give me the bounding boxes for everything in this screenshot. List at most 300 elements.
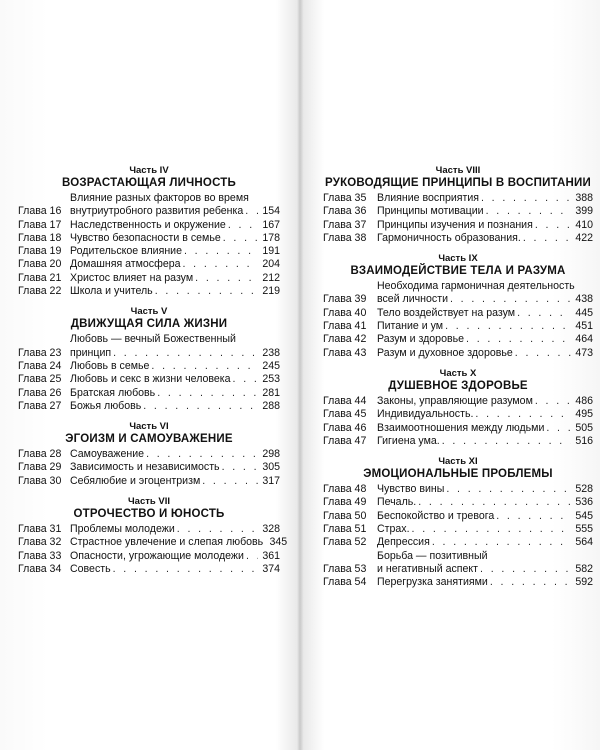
chapter-title (70, 360, 280, 373)
toc-entry (323, 510, 593, 523)
toc-part-section (323, 165, 593, 245)
chapter-title-last-line (377, 510, 593, 523)
dot-leader (515, 347, 571, 360)
toc-entry (18, 219, 280, 232)
dot-leader (245, 205, 258, 218)
chapter-title-last-line (377, 563, 593, 576)
chapter-title-line: Питание и ум (377, 320, 444, 333)
chapter-title-last-line (70, 536, 288, 549)
dot-leader (177, 523, 258, 536)
chapter-title (377, 523, 593, 536)
chapter-title (377, 333, 593, 346)
chapter-title (70, 232, 280, 245)
chapter-number: Глава 18 (18, 231, 62, 244)
part-number: Часть X (439, 367, 477, 379)
toc-entry (18, 563, 280, 576)
dot-leader (475, 408, 571, 421)
chapter-number: Глава 31 (18, 523, 62, 536)
chapter-title-last-line (70, 219, 280, 232)
chapter-number: Глава 17 (18, 218, 62, 231)
page-number: 422 (575, 231, 593, 244)
chapter-title-line: Законы, управляющие разумом (377, 394, 533, 407)
toc-entry (18, 272, 280, 285)
chapter-title (377, 408, 593, 421)
chapter-number: Глава 40 (323, 306, 367, 319)
page-number: 473 (575, 346, 593, 359)
part-number: Часть VI (129, 421, 169, 433)
chapter-title-last-line (70, 205, 280, 218)
page-number: 445 (575, 306, 593, 319)
part-number: Часть IV (129, 165, 169, 176)
chapter-title-line: Божья любовь (70, 399, 142, 412)
toc-entry (18, 258, 280, 271)
page-number: 495 (575, 408, 593, 421)
chapter-title-last-line (377, 192, 593, 205)
chapter-number: Глава 45 (323, 408, 367, 421)
chapter-title (377, 205, 593, 218)
chapter-number: Глава 53 (323, 562, 367, 575)
chapter-title-last-line (70, 258, 280, 271)
left-page (18, 165, 288, 584)
chapter-number: Глава 30 (18, 474, 62, 487)
chapter-number: Глава 52 (323, 536, 367, 549)
chapter-title-last-line (377, 347, 593, 360)
toc-part-section (323, 456, 593, 589)
chapter-title-last-line (377, 536, 593, 549)
toc-entry (18, 523, 280, 536)
part-title: ЭМОЦИОНАЛЬНЫЕ ПРОБЛЕМЫ (363, 468, 553, 481)
chapter-title (377, 192, 593, 205)
dot-leader (202, 475, 258, 488)
chapter-title-line: Индивидуальность. (377, 408, 474, 421)
chapter-number: Глава 16 (18, 205, 62, 218)
chapter-title-line: Влияние восприятия (377, 192, 479, 204)
dot-leader (113, 563, 258, 576)
dot-leader (480, 563, 571, 576)
part-title: ДУШЕВНОЕ ЗДОРОВЬЕ (388, 379, 528, 392)
toc-entry (323, 550, 593, 577)
toc-entry (18, 461, 280, 474)
page-number: 545 (575, 509, 593, 522)
page-number: 486 (575, 394, 593, 407)
part-title: ДВИЖУЩАЯ СИЛА ЖИЗНИ (70, 318, 228, 331)
page-number: 399 (575, 205, 593, 218)
chapter-number: Глава 29 (18, 461, 62, 474)
chapter-title-last-line (70, 475, 280, 488)
dot-leader (442, 435, 571, 448)
chapter-title-last-line (70, 272, 280, 285)
page-number: 212 (262, 271, 280, 284)
chapter-title (70, 461, 280, 474)
chapter-title (70, 475, 280, 488)
page-number: 298 (262, 448, 280, 461)
chapter-title (377, 550, 593, 577)
toc-entry (18, 285, 280, 298)
dot-leader (195, 272, 258, 285)
toc-entry (18, 536, 288, 549)
dot-leader (113, 347, 258, 360)
chapter-number: Глава 32 (18, 536, 62, 549)
chapter-title (377, 422, 593, 435)
page-number: 253 (262, 373, 280, 386)
page-number: 317 (262, 474, 280, 487)
toc-entry (18, 387, 280, 400)
chapter-title-line: Школа и учитель (70, 285, 153, 298)
page-number: 288 (262, 399, 280, 412)
chapter-title-line: Христос влияет на разум (70, 271, 194, 284)
chapter-title-line: Домашняя атмосфера (70, 258, 181, 271)
toc-entry (323, 192, 593, 205)
chapter-title-last-line (70, 285, 280, 298)
page-number: 178 (262, 231, 280, 244)
chapter-title-last-line (377, 422, 593, 435)
chapter-title-last-line (377, 320, 593, 333)
chapter-title-last-line (377, 232, 593, 245)
chapter-title-last-line (377, 576, 593, 589)
dot-leader (496, 510, 571, 523)
chapter-title-line: Любовь в семье (70, 359, 150, 372)
chapter-title (70, 192, 280, 219)
chapter-title-last-line (70, 461, 280, 474)
chapter-title (70, 448, 280, 461)
chapter-title-line: Чувство безопасности в семье (70, 231, 221, 244)
toc-entry (323, 205, 593, 218)
toc-entry (18, 400, 280, 413)
toc-entry (323, 280, 593, 307)
chapter-title-line: всей личности (377, 293, 448, 306)
chapter-title-last-line (377, 205, 593, 218)
page-number: 191 (262, 245, 280, 258)
chapter-title-last-line (70, 448, 280, 461)
chapter-title-last-line (70, 245, 280, 258)
toc-entry (323, 347, 593, 360)
chapter-title-last-line (70, 563, 280, 576)
dot-leader (486, 205, 571, 218)
chapter-title (70, 523, 280, 536)
page-number: 204 (262, 258, 280, 271)
chapter-title-line: Родительское влияние (70, 245, 182, 258)
toc-entry (323, 422, 593, 435)
chapter-title-last-line (70, 360, 280, 373)
chapter-number: Глава 36 (323, 205, 367, 218)
chapter-title-last-line (377, 435, 593, 448)
page-number: 305 (262, 461, 280, 474)
chapter-title (70, 550, 280, 563)
dot-leader (481, 192, 571, 205)
chapter-title-last-line (70, 387, 280, 400)
dot-leader (535, 219, 571, 232)
page-number: 438 (575, 293, 593, 306)
chapter-title (377, 307, 593, 320)
chapter-number: Глава 46 (323, 421, 367, 434)
toc-entry (323, 576, 593, 589)
chapter-title-line: Принципы изучения и познания (377, 218, 533, 231)
chapter-title-line: Гигиена ума. (377, 434, 440, 447)
chapter-title (70, 285, 280, 298)
dot-leader (183, 258, 259, 271)
dot-leader (445, 320, 571, 333)
dot-leader (146, 448, 258, 461)
toc-entry (323, 483, 593, 496)
page-number: 154 (262, 205, 280, 218)
chapter-title (377, 435, 593, 448)
chapter-title-line: Взаимоотношения между людьми (377, 421, 545, 434)
dot-leader (184, 245, 258, 258)
toc-entry (323, 320, 593, 333)
toc-entry (18, 550, 280, 563)
part-number: Часть IX (438, 253, 478, 265)
chapter-number: Глава 25 (18, 373, 62, 386)
part-number: Часть VIII (435, 165, 481, 176)
chapter-title (377, 280, 593, 307)
part-title: ВОЗРАСТАЮЩАЯ ЛИЧНОСТЬ (62, 177, 236, 189)
chapter-number: Глава 39 (323, 293, 367, 306)
toc-entry (323, 219, 593, 232)
chapter-title-line: Братская любовь (70, 386, 156, 399)
chapter-title-line: Проблемы молодежи (70, 523, 175, 536)
chapter-title-line: внутриутробного развития ребенка (70, 205, 244, 218)
chapter-title-last-line (377, 395, 593, 408)
dot-leader (412, 523, 571, 536)
toc-entry (18, 192, 280, 219)
chapter-title-last-line (70, 550, 280, 563)
page-number: 245 (262, 359, 280, 372)
toc-entry (18, 333, 280, 360)
chapter-title (70, 536, 288, 549)
chapter-number: Глава 27 (18, 399, 62, 412)
chapter-number: Глава 42 (323, 333, 367, 346)
page-number: 564 (575, 536, 593, 549)
part-number: Часть VII (128, 496, 170, 508)
chapter-title-last-line (377, 293, 593, 306)
page-number: 281 (262, 386, 280, 399)
chapter-title (70, 387, 280, 400)
chapter-title (70, 258, 280, 271)
chapter-title-line: Себялюбие и эгоцентризм (70, 474, 201, 487)
chapter-title-line: Страстное увлечение и слепая любовь (70, 536, 264, 549)
toc-entry (323, 536, 593, 549)
chapter-title (70, 272, 280, 285)
dot-leader (432, 536, 571, 549)
dot-leader (535, 395, 571, 408)
toc-entry (18, 360, 280, 373)
toc-part-section (323, 253, 593, 360)
chapter-number: Глава 38 (323, 231, 367, 244)
dot-leader (246, 550, 258, 563)
page-number: 167 (262, 218, 280, 231)
chapter-title (377, 232, 593, 245)
chapter-title-line: Беспокойство и тревога (377, 509, 495, 522)
chapter-title (70, 245, 280, 258)
chapter-title (377, 496, 593, 509)
dot-leader (222, 461, 258, 474)
part-title: ВЗАИМОДЕЙСТВИЕ ТЕЛА И РАЗУМА (350, 265, 566, 278)
chapter-title-last-line (70, 232, 280, 245)
chapter-title-line: Любовь и секс в жизни человека (70, 373, 231, 386)
chapter-title (377, 510, 593, 523)
toc-entry (323, 523, 593, 536)
chapter-title (377, 320, 593, 333)
chapter-title-line: Самоуважение (70, 448, 145, 461)
dot-leader (223, 232, 258, 245)
chapter-title (377, 536, 593, 549)
part-number: Часть XI (438, 456, 478, 468)
chapter-number: Глава 33 (18, 549, 62, 562)
page-number: 528 (575, 483, 593, 496)
dot-leader (228, 219, 258, 232)
chapter-number: Глава 23 (18, 346, 62, 359)
toc-entry (323, 408, 593, 421)
page-number: 451 (575, 320, 593, 333)
dot-leader (450, 293, 571, 306)
chapter-title (377, 395, 593, 408)
chapter-title-last-line (377, 408, 593, 421)
chapter-title-last-line (70, 347, 280, 360)
chapter-title (377, 347, 593, 360)
toc-entry (18, 232, 280, 245)
chapter-title-line: Влияние разных факторов во время (70, 192, 249, 204)
toc-part-section (18, 306, 280, 413)
dot-leader (523, 232, 571, 245)
toc-entry (323, 395, 593, 408)
chapter-title-last-line (377, 307, 593, 320)
toc-entry (323, 232, 593, 245)
toc-entry (323, 333, 593, 346)
page-number: 238 (262, 346, 280, 359)
part-title: РУКОВОДЯЩИЕ ПРИНЦИПЫ В ВОСПИТАНИИ (325, 177, 591, 189)
chapter-number: Глава 48 (323, 483, 367, 496)
page-number: 582 (575, 562, 593, 575)
chapter-number: Глава 22 (18, 285, 62, 298)
chapter-number: Глава 50 (323, 509, 367, 522)
right-page (323, 165, 593, 598)
chapter-title (377, 576, 593, 589)
chapter-title-last-line (377, 523, 593, 536)
dot-leader (418, 496, 571, 509)
dot-leader (446, 483, 571, 496)
chapter-title-line: Опасности, угрожающие молодежи (70, 549, 244, 562)
chapter-title (70, 219, 280, 232)
dot-leader (155, 285, 258, 298)
dot-leader (157, 387, 258, 400)
chapter-title (70, 333, 280, 360)
chapter-title-line: Депрессия (377, 536, 430, 549)
chapter-title-last-line (70, 373, 280, 386)
chapter-number: Глава 51 (323, 523, 367, 536)
chapter-title-line: Принципы мотивации (377, 205, 484, 218)
page-number: 536 (575, 496, 593, 509)
chapter-title-line: Совесть (70, 562, 111, 575)
page-number: 345 (269, 536, 288, 549)
chapter-number: Глава 41 (323, 320, 367, 333)
page-number: 328 (262, 523, 280, 536)
chapter-number: Глава 20 (18, 258, 62, 271)
chapter-title-line: Страх. (377, 523, 410, 536)
dot-leader (143, 400, 258, 413)
chapter-title (70, 400, 280, 413)
toc-part-section (18, 421, 280, 488)
chapter-title-last-line (377, 496, 593, 509)
dot-leader (546, 422, 571, 435)
chapter-title-line: Чувство вины (377, 483, 445, 496)
toc-entry (18, 245, 280, 258)
chapter-number: Глава 49 (323, 496, 367, 509)
dot-leader (151, 360, 258, 373)
chapter-title (70, 563, 280, 576)
page-number: 410 (575, 218, 593, 231)
dot-leader (466, 333, 571, 346)
chapter-title (377, 219, 593, 232)
chapter-title-line: Любовь — вечный Божественный (70, 333, 236, 346)
page-number: 361 (262, 549, 280, 562)
chapter-title-line: принцип (70, 346, 112, 359)
toc-entry (18, 448, 280, 461)
chapter-number: Глава 26 (18, 386, 62, 399)
toc-part-section (18, 496, 288, 576)
page-number: 388 (575, 192, 593, 204)
page-number: 374 (262, 562, 280, 575)
chapter-title (377, 483, 593, 496)
chapter-title-line: Гармоничность образования. (377, 231, 521, 244)
page-number: 219 (262, 285, 280, 298)
chapter-number: Глава 35 (323, 192, 367, 204)
chapter-title-line: Тело воздействует на разум (377, 306, 516, 319)
page-number: 464 (575, 333, 593, 346)
chapter-title-line: Разум и здоровье (377, 333, 465, 346)
chapter-number: Глава 19 (18, 245, 62, 258)
chapter-title-line: Печаль. (377, 496, 417, 509)
chapter-title-line: и негативный аспект (377, 562, 479, 575)
chapter-number: Глава 21 (18, 271, 62, 284)
chapter-number: Глава 24 (18, 359, 62, 372)
chapter-number: Глава 43 (323, 346, 367, 359)
chapter-title-line: Разум и духовное здоровье (377, 346, 513, 359)
chapter-title-last-line (70, 400, 280, 413)
chapter-number: Глава 54 (323, 576, 367, 589)
page-number: 555 (575, 523, 593, 536)
toc-entry (323, 435, 593, 448)
toc-entry (18, 373, 280, 386)
chapter-number: Глава 47 (323, 434, 367, 447)
toc-entry (323, 307, 593, 320)
chapter-title-last-line (377, 483, 593, 496)
chapter-number: Глава 34 (18, 562, 62, 575)
part-title: ОТРОЧЕСТВО И ЮНОСТЬ (73, 508, 225, 521)
toc-entry (18, 475, 280, 488)
part-number: Часть V (130, 306, 168, 318)
dot-leader (490, 576, 571, 589)
chapter-title-last-line (377, 219, 593, 232)
toc-part-section (18, 165, 280, 298)
toc-part-section (323, 368, 593, 448)
chapter-title-line: Перегрузка занятиями (377, 576, 488, 589)
chapter-number: Глава 44 (323, 394, 367, 407)
chapter-title-line: Борьба — позитивный (377, 549, 488, 562)
chapter-title-last-line (377, 333, 593, 346)
toc-entry (323, 496, 593, 509)
dot-leader (517, 307, 571, 320)
chapter-title-line: Необходима гармоничная деятельность (377, 280, 575, 293)
page-number: 516 (575, 434, 593, 447)
dot-leader (233, 373, 258, 386)
page-number: 505 (575, 421, 593, 434)
chapter-title (70, 373, 280, 386)
chapter-number: Глава 28 (18, 448, 62, 461)
chapter-title-last-line (70, 523, 280, 536)
chapter-number: Глава 37 (323, 218, 367, 231)
page-number: 592 (575, 576, 593, 589)
chapter-title-line: Наследственность и окружение (70, 218, 226, 231)
